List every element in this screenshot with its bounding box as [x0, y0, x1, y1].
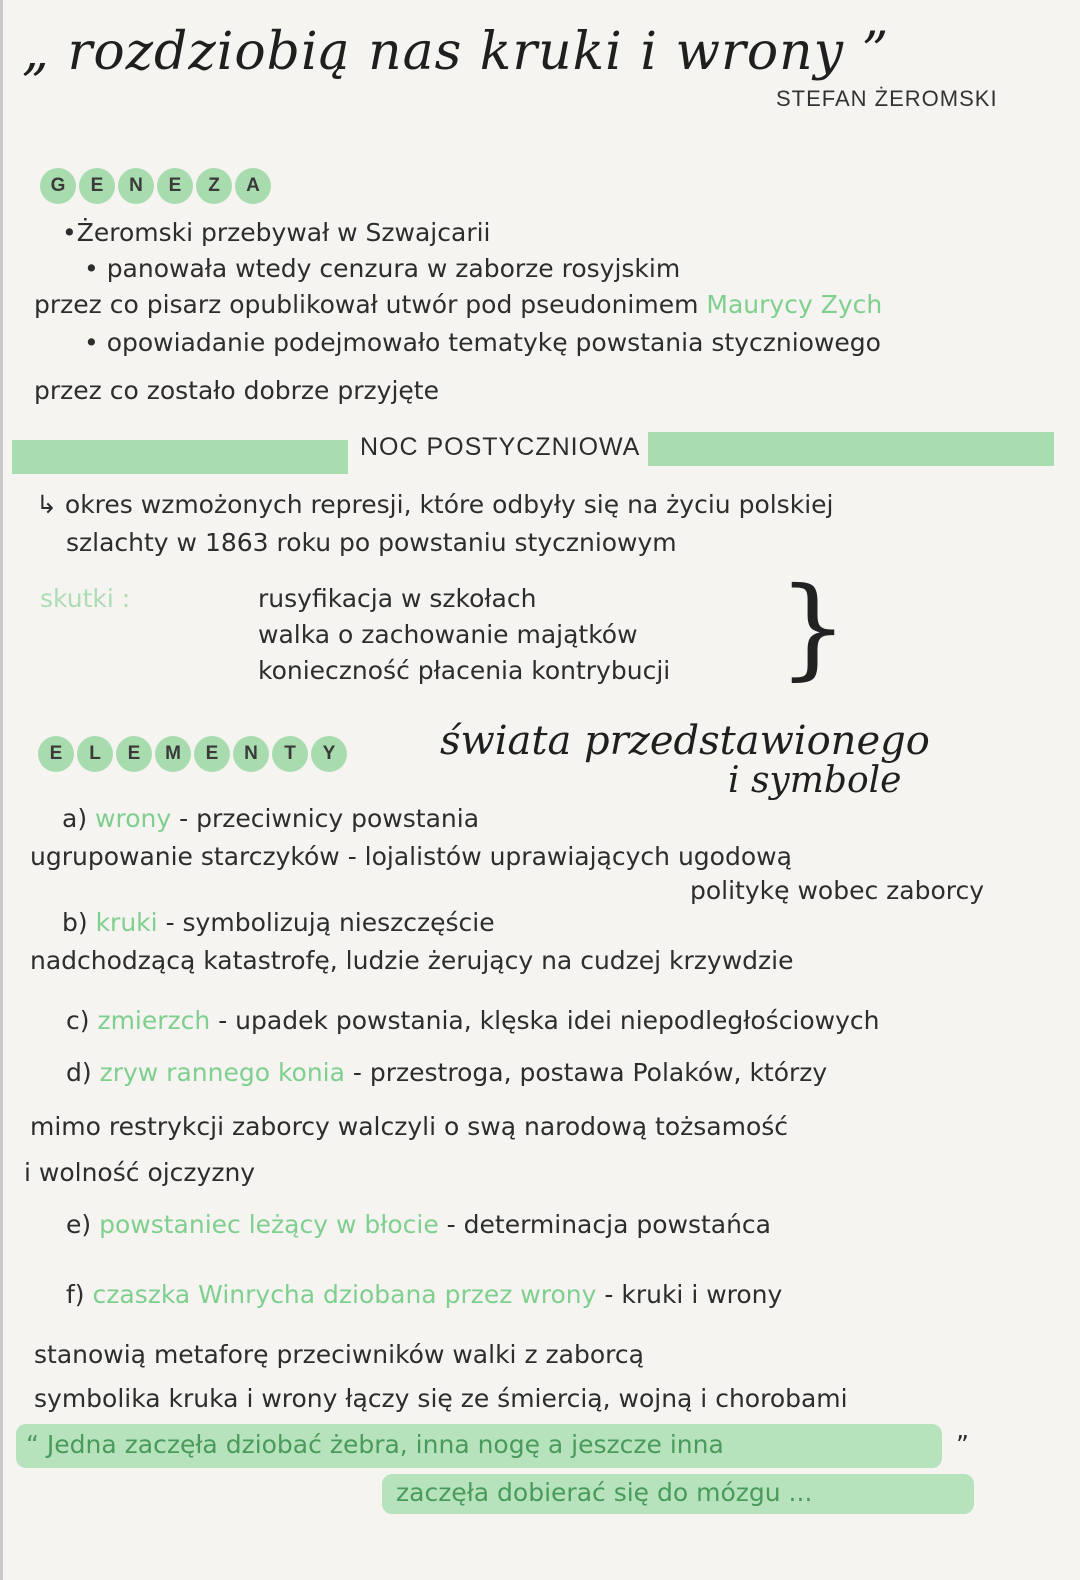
skutki-item: walka o zachowanie majątków: [258, 620, 638, 649]
item-a-line-3: politykę wobec zaborcy: [690, 876, 985, 905]
geneza-heading: [40, 168, 271, 204]
heading-letter: N: [118, 168, 154, 204]
item-term: kruki: [95, 908, 158, 937]
item-f-line-3: symbolika kruka i wrony łączy się ze śmiercią, wojną i chorobami: [34, 1384, 848, 1413]
item-text: - determinacja powstańca: [446, 1210, 772, 1239]
heading-letter: E: [38, 736, 74, 772]
pseudonym-highlight: Maurycy Zych: [706, 290, 883, 319]
item-b-line-2: nadchodzącą katastrofę, ludzie żerujący na cudzej krzywdzie: [30, 946, 794, 975]
note-title: „ rozdziobią nas kruki i wrony ”: [22, 22, 890, 82]
item-d-line-2: mimo restrykcji zaborcy walczyli o swą narodową tożsamość: [30, 1112, 789, 1141]
heading-letter: N: [233, 736, 269, 772]
elementy-heading-script-2: i symbole: [728, 760, 902, 801]
elementy-heading-script: świata przedstawionego: [440, 718, 930, 764]
item-c: [66, 1006, 880, 1035]
item-term: powstaniec leżący w błocie: [99, 1210, 439, 1239]
geneza-line-5: przez co zostało dobrze przyjęte: [34, 376, 439, 405]
skutki-item: rusyfikacja w szkołach: [258, 584, 537, 613]
item-term: czaszka Winrycha dziobana przez wrony: [92, 1280, 597, 1309]
heading-letter: Y: [311, 736, 347, 772]
item-term: zryw rannego konia: [99, 1058, 345, 1087]
item-prefix: a): [62, 804, 88, 833]
quote-line-1: [26, 1430, 724, 1459]
item-d: [66, 1058, 827, 1087]
geneza-line-3-text: przez co pisarz opublikował utwór pod pseudonimem: [34, 290, 699, 319]
skutki-item: konieczność płacenia kontrybucji: [258, 656, 671, 685]
geneza-line-3: [34, 290, 882, 319]
curly-brace-icon: }: [778, 563, 848, 691]
noc-line-2: szlachty w 1863 roku po powstaniu styczniowym: [66, 528, 677, 557]
quote-line-2: zaczęła dobierać się do mózgu ...: [396, 1478, 813, 1507]
heading-letter: T: [272, 736, 308, 772]
quote-open-mark: “: [26, 1430, 39, 1459]
heading-letter: E: [79, 168, 115, 204]
heading-letter: E: [157, 168, 193, 204]
heading-letter: A: [235, 168, 271, 204]
item-a-line-2: ugrupowanie starczyków - lojalistów uprawiających ugodową: [30, 842, 792, 871]
item-text: - symbolizują nieszczęście: [165, 908, 495, 937]
noc-line-1: ↳ okres wzmożonych represji, które odbyły się na życiu polskiej: [36, 490, 834, 519]
item-term: zmierzch: [97, 1006, 211, 1035]
geneza-line-1: •Żeromski przebywał w Szwajcarii: [62, 218, 491, 247]
section-band-right: [648, 432, 1054, 466]
item-prefix: c): [66, 1006, 90, 1035]
item-text: - przeciwnicy powstania: [179, 804, 480, 833]
page-edge-line: [0, 0, 3, 1580]
section-band-left: [12, 440, 348, 474]
author-name: STEFAN ŻEROMSKI: [776, 86, 998, 111]
elementy-heading: [38, 736, 347, 772]
geneza-line-2: • panowała wtedy cenzura w zaborze rosyjskim: [84, 254, 681, 283]
skutki-label: skutki :: [40, 584, 131, 613]
heading-letter: L: [77, 736, 113, 772]
item-prefix: f): [66, 1280, 85, 1309]
heading-letter: E: [116, 736, 152, 772]
heading-letter: Z: [196, 168, 232, 204]
item-b: [62, 908, 495, 937]
noc-heading: NOC POSTYCZNIOWA: [360, 433, 641, 461]
item-text: - przestroga, postawa Polaków, którzy: [352, 1058, 828, 1087]
heading-letter: M: [155, 736, 191, 772]
heading-letter: E: [194, 736, 230, 772]
item-prefix: d): [66, 1058, 92, 1087]
item-e: [66, 1210, 771, 1239]
item-text: - upadek powstania, klęska idei niepodległościowych: [218, 1006, 880, 1035]
item-d-line-3: i wolność ojczyzny: [24, 1158, 256, 1187]
item-prefix: b): [62, 908, 88, 937]
item-f: [66, 1280, 782, 1309]
quote-close-mark: ”: [956, 1430, 969, 1459]
item-term: wrony: [95, 804, 172, 833]
heading-letter: G: [40, 168, 76, 204]
quote-text-1: Jedna zaczęła dziobać żebra, inna nogę a jeszcze inna: [46, 1430, 724, 1459]
item-a: [62, 804, 479, 833]
item-prefix: e): [66, 1210, 92, 1239]
item-text: - kruki i wrony: [604, 1280, 783, 1309]
item-f-line-2: stanowią metaforę przeciwników walki z zaborcą: [34, 1340, 644, 1369]
geneza-line-4: • opowiadanie podejmowało tematykę powstania styczniowego: [84, 328, 881, 357]
